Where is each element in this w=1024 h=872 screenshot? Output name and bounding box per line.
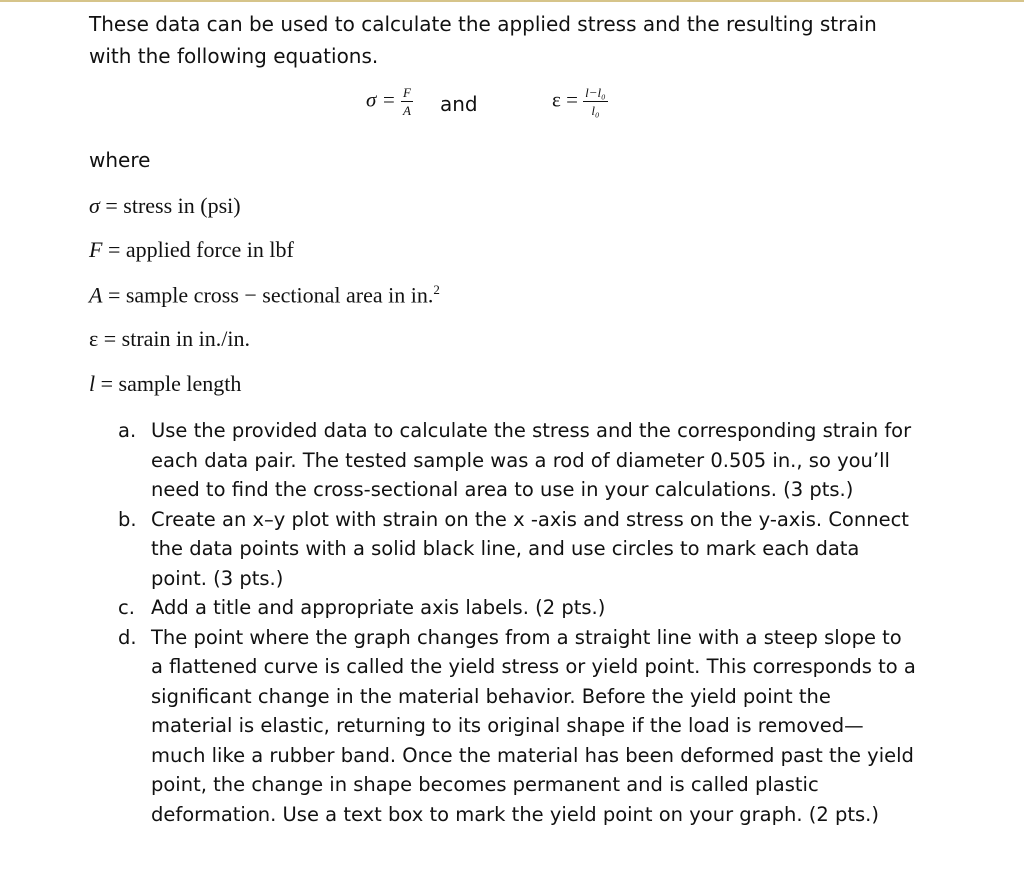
definition-superscript: 2 xyxy=(433,282,440,297)
question-marker: b. xyxy=(118,507,137,531)
definition-text: = applied force in lbf xyxy=(102,237,294,262)
definition-symbol: A xyxy=(89,282,103,308)
where-label: where xyxy=(89,148,151,172)
strain-denominator: l₀ xyxy=(591,103,600,118)
page-top-rule xyxy=(0,0,1024,2)
question-item-b xyxy=(118,505,918,594)
definition-area xyxy=(89,282,440,308)
stress-equation-lhs: σ = xyxy=(366,87,396,112)
equation-and: and xyxy=(440,92,478,116)
question-marker: d. xyxy=(118,625,137,649)
definition-symbol: l xyxy=(89,371,96,396)
definition-stress xyxy=(89,193,241,219)
question-text: Use the provided data to calculate the stress and the corresponding strain for each data pair. The tested sample was a rod of diameter 0.505 in., so you’ll need to find the cross-sectional area to use in your calculations. (3 pts.) xyxy=(151,419,912,501)
definition-length xyxy=(89,371,241,397)
intro-paragraph: These data can be used to calculate the applied stress and the resulting strain with the following equations. xyxy=(89,12,877,68)
question-item-c xyxy=(118,593,918,623)
definition-text: = stress in (psi) xyxy=(99,193,241,218)
question-text: Create an x–y plot with strain on the x -axis and stress on the y-axis. Connect the data points with a solid black line, and use circles to mark each data point. (3 pts.) xyxy=(151,507,909,590)
question-marker: a. xyxy=(118,419,137,442)
question-text: The point where the graph changes from a straight line with a steep slope to a flattened curve is called the yield stress or yield point. This corresponds to a significant change in the material behavior. Before the yield point the material is elastic, returning to its original shape if the load is removed—much like a rubber band. Once the material has been deformed past the yield point, the change in shape becomes permanent and is called plastic deformation. Use a text box to mark the yield point on your graph. (2 pts.) xyxy=(151,625,916,826)
question-item-a xyxy=(118,416,918,505)
definition-symbol: σ xyxy=(89,193,100,218)
definition-symbol: ε xyxy=(89,326,99,351)
definition-force xyxy=(89,237,294,263)
definition-text: = sample length xyxy=(95,371,242,396)
stress-equation xyxy=(366,86,413,117)
definition-text: = sample cross − sectional area in in. xyxy=(102,282,434,308)
stress-denominator: A xyxy=(403,103,411,118)
definition-strain xyxy=(89,326,250,352)
strain-equation xyxy=(552,86,608,117)
question-text: Add a title and appropriate axis labels. (2 pts.) xyxy=(151,596,606,619)
strain-equation-lhs: ε = xyxy=(552,87,578,112)
strain-numerator: l−l₀ xyxy=(585,85,606,100)
stress-fraction xyxy=(401,86,413,117)
strain-fraction xyxy=(583,86,608,117)
question-list xyxy=(118,416,918,829)
question-marker: c. xyxy=(118,596,135,619)
definition-symbol: F xyxy=(89,237,103,262)
question-item-d xyxy=(118,623,918,830)
definition-text: = strain in in./in. xyxy=(98,326,250,351)
stress-numerator: F xyxy=(403,85,411,100)
